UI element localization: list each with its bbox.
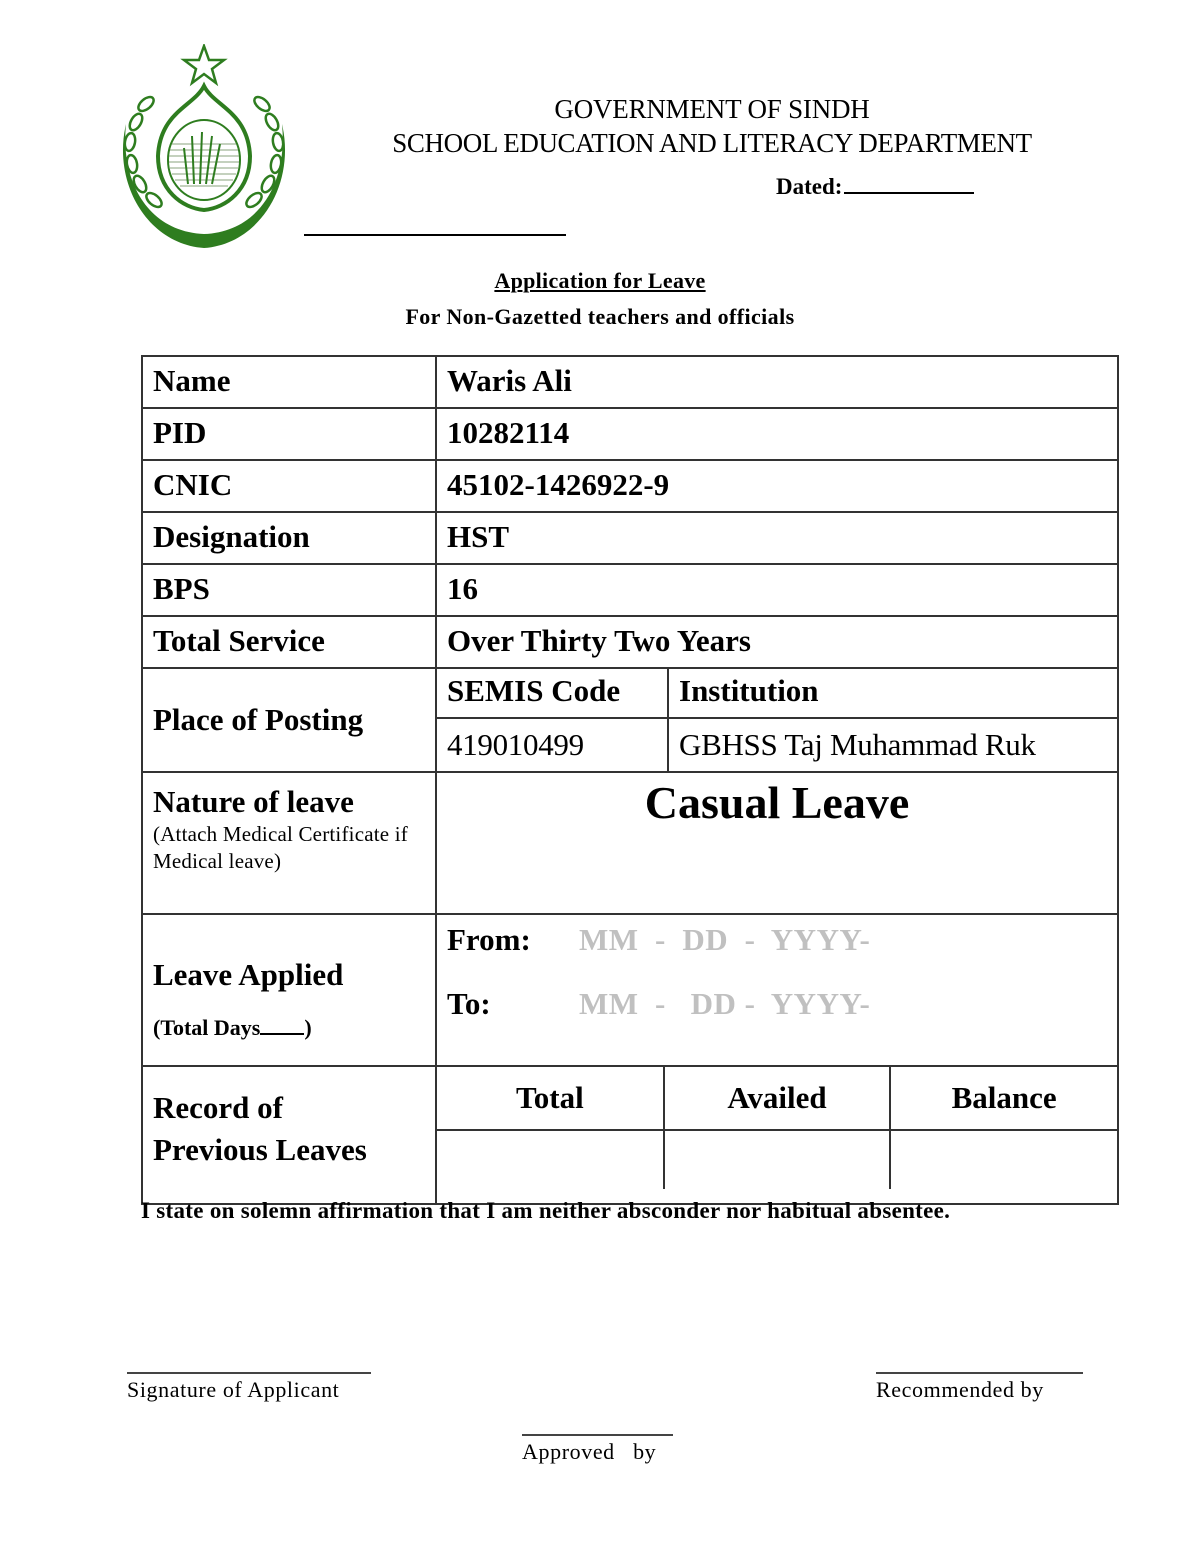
- pid-label: PID: [142, 408, 436, 460]
- designation-label: Designation: [142, 512, 436, 564]
- approved-signature-line[interactable]: [522, 1434, 673, 1436]
- row-pid: [142, 408, 1118, 460]
- nature-of-leave-label-cell: [142, 772, 436, 914]
- row-previous-leaves: [142, 1066, 1118, 1204]
- reference-number-line[interactable]: [304, 234, 566, 236]
- leave-application-form: [141, 355, 1119, 1205]
- total-service-label: Total Service: [142, 616, 436, 668]
- row-leave-applied: [142, 914, 1118, 1066]
- row-bps: [142, 564, 1118, 616]
- total-days-label: (Total Days: [153, 1015, 261, 1040]
- posting-header-row: [437, 669, 1117, 718]
- applicant-signature-line[interactable]: [127, 1372, 371, 1374]
- header-government: GOVERNMENT OF SINDH: [554, 94, 870, 124]
- from-date-input[interactable]: MM - DD - YYYY-: [579, 922, 871, 957]
- from-date-field: [447, 921, 1107, 959]
- designation-value[interactable]: HST: [436, 512, 1118, 564]
- previous-leaves-value-row: [437, 1130, 1117, 1189]
- row-cnic: [142, 460, 1118, 512]
- place-of-posting-cell: [436, 668, 1118, 772]
- previous-leaves-cell: [436, 1066, 1118, 1204]
- total-days-close: ): [304, 1015, 312, 1040]
- previous-leaves-header-row: [437, 1067, 1117, 1130]
- row-designation: [142, 512, 1118, 564]
- emblem-icon: [108, 44, 300, 252]
- dated-field: [776, 174, 974, 200]
- recommended-by-label: Recommended by: [876, 1377, 1044, 1402]
- balance-value[interactable]: [890, 1130, 1117, 1189]
- col-balance-header: Balance: [890, 1067, 1117, 1130]
- posting-subtable: [437, 669, 1117, 771]
- dated-input-line[interactable]: [844, 174, 974, 194]
- col-total-header: Total: [437, 1067, 664, 1130]
- col-availed-header: Availed: [664, 1067, 891, 1130]
- cnic-value[interactable]: 45102-1426922-9: [436, 460, 1118, 512]
- cnic-label: CNIC: [142, 460, 436, 512]
- affirmation-statement: I state on solemn affirmation that I am neither absconder nor habitual absentee.: [141, 1198, 951, 1223]
- availed-value[interactable]: [664, 1130, 891, 1189]
- total-service-value[interactable]: Over Thirty Two Years: [436, 616, 1118, 668]
- to-date-field: [447, 985, 1107, 1023]
- previous-leaves-label-line2: Previous Leaves: [153, 1132, 367, 1167]
- total-days-input[interactable]: [260, 1017, 304, 1035]
- institution-header: Institution: [668, 669, 1117, 718]
- nature-of-leave-value[interactable]: Casual Leave: [436, 772, 1118, 914]
- previous-leaves-label-line1: Record of: [153, 1090, 283, 1125]
- total-value[interactable]: [437, 1130, 664, 1189]
- dated-label: Dated:: [776, 174, 843, 199]
- row-total-service: [142, 616, 1118, 668]
- sindh-government-emblem: [108, 44, 300, 252]
- semis-code-header: SEMIS Code: [437, 669, 668, 718]
- bps-label: BPS: [142, 564, 436, 616]
- place-of-posting-label: Place of Posting: [142, 668, 436, 772]
- row-place-of-posting: [142, 668, 1118, 772]
- semis-code-value[interactable]: 419010499: [437, 718, 668, 771]
- leave-applied-label: Leave Applied: [153, 957, 344, 992]
- institution-value[interactable]: GBHSS Taj Muhammad Ruk: [679, 727, 1036, 762]
- previous-leaves-subtable: [437, 1067, 1117, 1189]
- to-label: To:: [447, 986, 491, 1021]
- leave-dates-cell: [436, 914, 1118, 1066]
- applicant-signature-label: Signature of Applicant: [127, 1377, 340, 1402]
- header-department: SCHOOL EDUCATION AND LITERACY DEPARTMENT: [392, 128, 1032, 158]
- approved-by-label: Approved by: [522, 1439, 657, 1464]
- to-date-input[interactable]: MM - DD - YYYY-: [579, 986, 871, 1021]
- page-title: Application for Leave: [494, 268, 706, 293]
- previous-leaves-label-cell: [142, 1066, 436, 1204]
- nature-of-leave-label: Nature of leave: [153, 784, 354, 819]
- total-days-field: [153, 995, 425, 1041]
- pid-value[interactable]: 10282114: [436, 408, 1118, 460]
- nature-of-leave-note: (Attach Medical Certificate if Medical leave): [153, 822, 408, 873]
- page-subtitle: For Non-Gazetted teachers and officials: [405, 304, 795, 329]
- posting-value-row: [437, 718, 1117, 771]
- row-nature-of-leave: [142, 772, 1118, 914]
- bps-value[interactable]: 16: [436, 564, 1118, 616]
- recommended-signature-line[interactable]: [876, 1372, 1083, 1374]
- name-label: Name: [142, 356, 436, 408]
- name-value[interactable]: Waris Ali: [436, 356, 1118, 408]
- from-label: From:: [447, 922, 531, 957]
- row-name: [142, 356, 1118, 408]
- leave-applied-label-cell: [142, 914, 436, 1066]
